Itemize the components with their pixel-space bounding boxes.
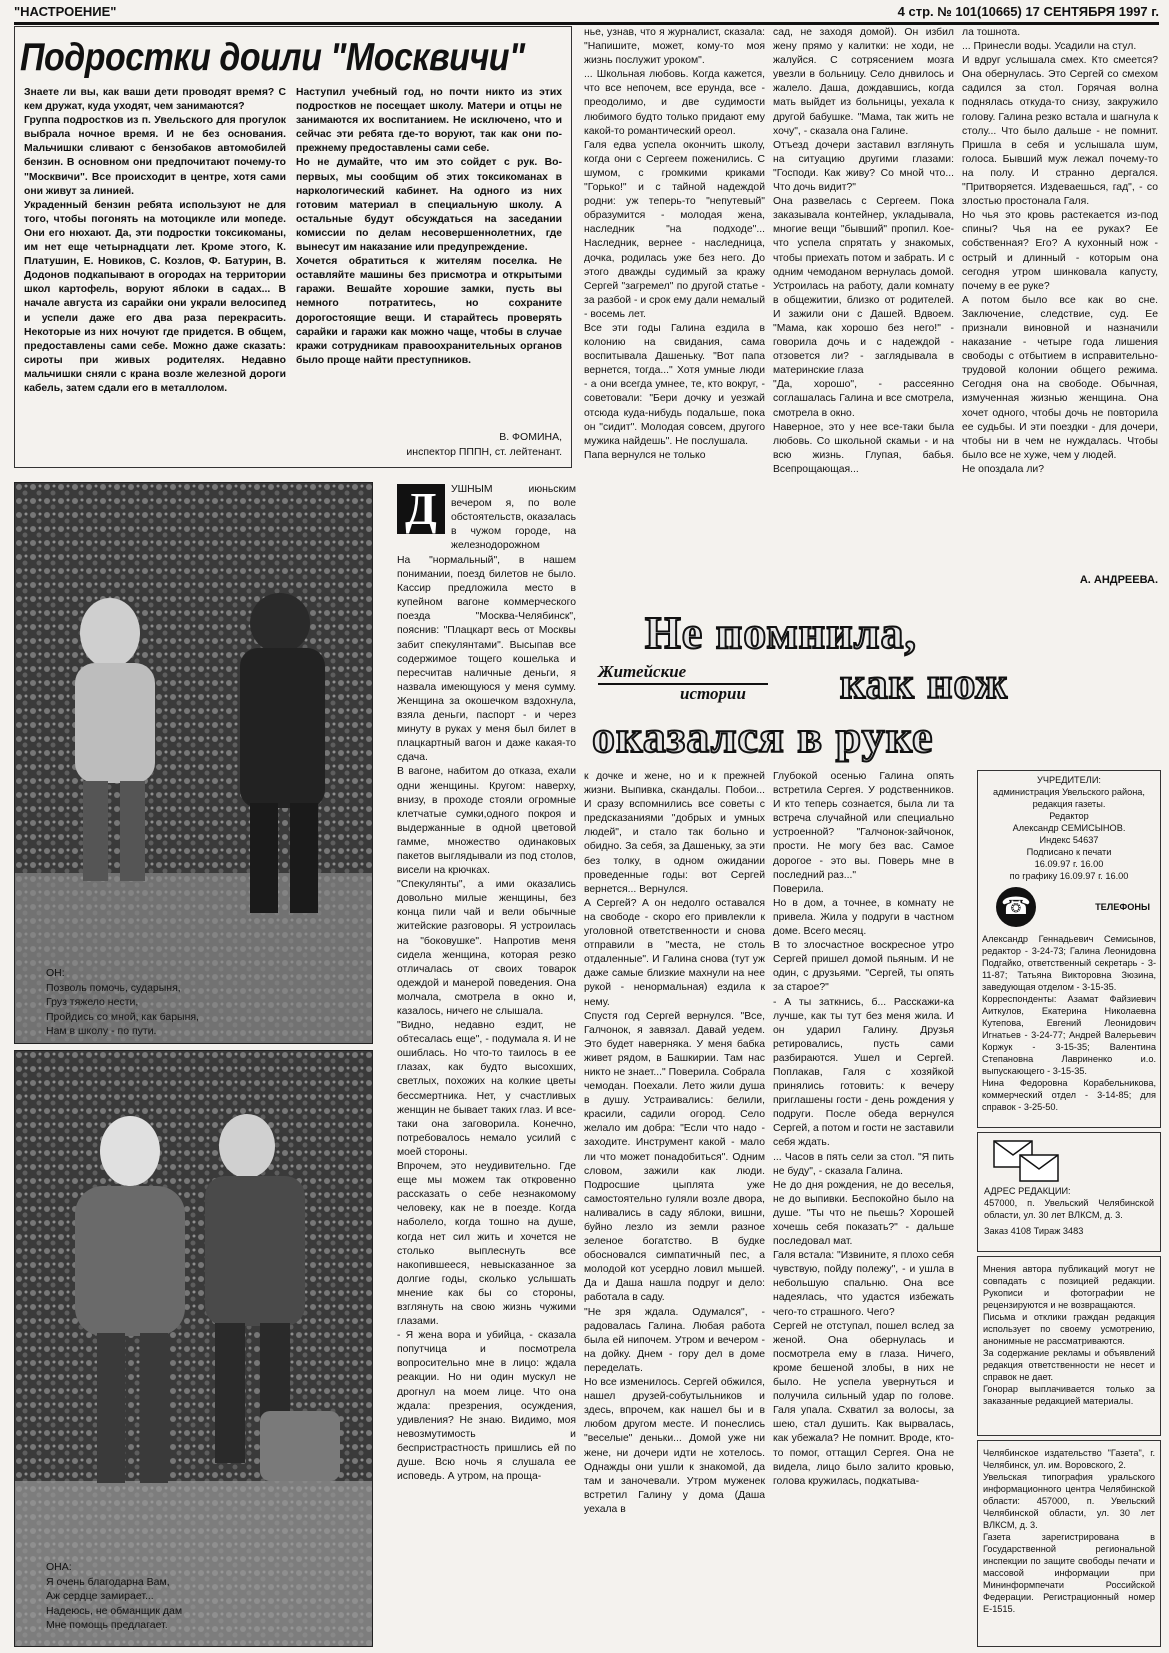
article-lead: УШНЫМ июньским вечером я, по воле обстоятельств, оказалась в чужом городе, на железнодорожном (451, 484, 576, 552)
founders-box (977, 770, 1161, 1128)
envelope-icon (992, 1137, 1072, 1187)
disclaimer-text: Мнения автора публикаций могут не совпадать с позицией редакции. Рукописи и фотографии не рецензируются и не возвращаются. Письма и отклики граждан редакция использует по своему усмотрению, анонимные не рассматриваются. За содержание рекламы и объявлений редакция ответственности не несет и справок не дает. Гонорар выплачивается только за заказанные редакцией материалы. (983, 1264, 1155, 1406)
photo-image (15, 1051, 372, 1646)
article-column: Наступил учебный год, но почти никто из этих подростков не посещает школу. Матери и отцы не занимаются их воспитанием. Не исключено, что и сейчас эти ребята где-то воруют, так как они по-прежнему предоставлены сами себе. Но не думайте, что им это сойдет с рук. Во-первых, мы сообщим об этих токсикоманах в наркологический кабинет. На одного из них готовим материал в специальную школу. А остальные будут обсуждаться на заседании комиссии по делам несовершеннолетних, где вынесут им наказание или предупреждение. Хочется обратиться к жителям поселка. Не оставляйте машины без присмотра и открытыми гаражи. Вешайте хорошие замки, пусть вы немного потратитесь, но сохраните дорогостоящие вещи. И старайтесь проверять сарайки и гаражи как можно чаще, чтобы в случае кражи сотрудникам правоохранительных органов было проще найти преступников. (296, 87, 562, 366)
mail-icon-group (978, 1133, 1160, 1185)
phones-header (978, 887, 1160, 931)
article-column: сад, не заходя домой). Он избил жену прямо у калитки: не ходи, не жалуйся. С сотрясением мозга увезли в больницу. Село днвилось и жалело. Даша, дождавшись, когда мать выйдет из больницы, уехала к другой бабушке. "Мама, так жить не хочу", - сказала она Галине. Отъезд дочери заставил взглянуть на ситуацию другими глазами: "Господи. Как живу? Со мной что... Что дочь видит?" Она развелась с Сергеем. Пока заказывала контейнер, укладывала, многие вещи "бывший" пропил. Кое-что успела спрятать у знакомых, чтобы приехать потом и забрать. И с одним чемоданом вернулась домой. Устроилась на работу, дали комнату в общежитии, близко от родителей. И зажили они с Дашей. Вдвоем. "Мама, как хорошо без него!" - говорила дочь и с надеждой - отзовется ли? - заглядывала в материнские глаза "Да, хорошо", - рассеянно соглашалась Галина и все смотрела, смотрела в окно. Наверное, это у нее все-таки была любовь. Со школьной скамьи - и на всю жизнь. Глупая, бабья. Всепрощающая... (773, 27, 954, 475)
photo-boy-offering-help (14, 482, 373, 1044)
rubric-label: истории (680, 684, 746, 703)
founders-text: УЧРЕДИТЕЛИ: администрация Увельского района, редакция газеты. Редактор Александр СЕМИСЫНОВ. Индекс 54637 Подписано к печати 16.09.97 г. 16.00 по графику 16.09.97 г. 16.00 (993, 775, 1145, 881)
address-box (977, 1132, 1161, 1252)
headline-line-3: оказался в руке (592, 711, 934, 762)
author-name: В. ФОМИНА, (499, 431, 562, 443)
article-column: к дочке и жене, но и к прежней жизни. Выпивка, скандалы. Побои... И сразу вспомнились все советы с предсказаниями "добрых и умных людей", и стало так больно и обидно. За себя, за Дашеньку, за эти без толку, в одном ожидании проведенные годы: вот Сергей вернется... Вернулся. А Сергей? А он недолго оставался на свободе - скоро его привлекли к уголовной ответственности и снова отправили в "места, не столь отдаленные". И Галина снова (тут уж даже самые близкие махнули на нее рукой - ненормальная) ездила к нему. Спустя год Сергей вернулся. "Все, Галчонок, я завязал. Давай уедем. Это будет наверняка. У меня бабка живет рядом, в Башкирии. Там нас никто не знает..." Поверила. Собрала чемодан. Поехали. Лето жили душа в душу. Устраивались: белили, красили, садили огород. Село желало им добра: "Если что надо - заходите. Инструмент какой - мало ли что может понадобиться". Одним словом, зажили как люди. Подросшие цыплята уже самостоятельно гуляли возле двора, наливались в саду яблоки, вишни, буйно лезло из земли разное зеленое богатство. В будке обосновался симпатичный пес, а молодой кот усердно ловил мышей. Да и Даша нашла подруг и дело: работала в саду. "Не зря ждала. Одумался", - радовалась Галина. Любая работа была ей нипочем. Утром и вечером - на дойку. Днем - гору дел в доме переделать. Но все изменилось. Сергей обжился, нашел друзей-собутыльников и здесь, впрочем, как нашел бы и в любом другом месте. И понеслись "веселые" деньки... Домой уже ни жене, ни дочери идти не хотелось. Однажды они ушли к знакомой, да там и заночевали. Утром муженек встретил Галину у дома (Даша уехала в (584, 771, 765, 1515)
photo-children-going-to-school (14, 1050, 373, 1647)
phones-text: Александр Геннадьевич Семисынов, редактор - 3-24-73; Галина Леонидовна Подгайко, ответственный секретарь - 3-11-87; Татьяна Викторовна Зюзина, заведующая отделом - 3-15-35. Корреспонденты: Азамат Файзиевич Аиткулов, Екатерина Николаевна Кутепова, Евгений Леонидович Игнатьев - 3-24-77; Андрей Валерьевич Коржук - 3-15-35; Валентина Степановна Лавриненко и.о. выпускающего - 3-15-35. Нина Федоровна Корабельникова, коммерческий отдел - 3-14-85; для справок - 3-25-50. (982, 934, 1156, 1112)
print-run: Заказ 4108 Тираж 3483 (984, 1226, 1084, 1236)
rubric-label: Житейские (598, 662, 687, 681)
article-author: А. АНДРЕЕВА. (1079, 574, 1158, 586)
photo-caption: ОН: Позволь помочь, сударыня, Груз тяжело нести, Пройдись со мной, как барыня, Нам в школу - по пути. (46, 967, 199, 1037)
headline-line-2: как нож (840, 659, 1009, 708)
article-column: На "нормальный", в нашем понимании, поезд билетов не было. Кассир предложила место в купейном вагоне коммерческого поезда "Москва-Челябинск", пояснив: "Плацкарт весь от Москвы забит спекулянтами". Высыпав все содержимое тощего кошелька и пересчитав наличные деньги, я назвала имеющуюся у меня сумму. Женщина за окошечком вздохнула, взяла деньги, паспорт - и через минуту в руках у меня был билет в плацкартный вагон и даже какая-то сдача. В вагоне, набитом до отказа, ехали одни женщины. Кругом: наверху, внизу, в проходе стояли огромные клетчатые сумки,одного покроя и выдержанные в одной цветовой гамме, множество одинаковых пакетов выглядывали из под столов, висели на крючках. "Спекулянты", а ими оказались довольно милые женщины, без конца пили чай и вели обычные житейские разговоры. Я устроилась на "боковушке". Напротив меня сидела женщина, которая резко отличалась от своих товарок одеждой и манерой поведения. Она молчала, смотрела в окно и, казалось, ничего не слышала. "Видно, недавно ездит, не обтесалась еще", - подумала я. И не ошиблась. Но что-то таилось в ее глазах, как будто высохших, светлых, похожих на колкие цветы бессмертника. Нет, у счастливых женщин не бывает таких глаз. И все-таки она заговорила. Конечно, потребовалось немало усилий с моей стороны. Впрочем, это неудивительно. Где еще мы можем так откровенно рассказать о себе незнакомому человеку, как не в поезде. Когда наболело, когда тошно на душе, когда нет сил жить и хочется не столько выплеснуть все накопившееся, невысказанное за долгие годы, сколько услышать мнение как бы со стороны, взглянуть на свою жизнь чужими глазами. - Я жена вора и убийца, - сказала попутчица и посмотрела вопросительно мне в лицо: ждала реакции. Но ни один мускул не дрогнул на моем лице. Что она ждала: презрения, осуждения, удивления? Не знаю. Видимо, моя невозмутимость и беспристрастность пришлись ей по душе. Всю ночь я слушала ее исповедь. А утром, на проща- (397, 555, 576, 1483)
disclaimer-box (977, 1256, 1161, 1436)
issue-line: 4 стр. № 101(10665) 17 СЕНТЯБРЯ 1997 г. (897, 4, 1159, 19)
article-column: ла тошнота. ... Принесли воды. Усадили на стул. И вдруг услышала смех. Кто смеется? Она обернулась. Это Сергей со смехом садился за стол. Горячая волна поднялась откуда-то снизу, закружило голову. Галина резко встала и шагнула к столу... Что было дальше - не помнит. Пришла в себя и услышала шум, голоса. Бывший муж лежал почему-то на полу. И странно дергался. "Притворяется. Издеваешься, гад", - со злостью простонала Галя. Но чья это кровь растекается из-под спины? Чья на ее руках? Ее собственная? Его? А кухонный нож - острый и длинный - которым она сегодня утром шинковала капусту, почему в ее руке? А потом было все как во сне. Заключение, следствие, суд. Ее признали виновной и назначили наказание - четыре года лишения свободы с отбытием в исправительно-трудовой колонии общего режима. Сегодня она на свободе. Обычная, измученная жизнью женщина. Она хочет одного, чтобы дочь не повторила ее судьбы. И эти поездки - для дочери, чтобы ни в чем не нуждалась. Чтобы было все не хуже, чем у людей. Не опоздала ли? (962, 27, 1158, 475)
publisher-box (977, 1440, 1161, 1647)
article-column: нье, узнав, что я журналист, сказала: "Напишите, может, кому-то моя жизнь послужит уроком". ... Школьная любовь. Когда кажется, что все непочем, все ерунда, все - преодолимо, и две судимости любимого будто только придают ему какой-то романтический ореол. Галя едва успела окончить школу, когда они с Сергеем поженились. С шумом, с громкими криками "Горько!" и с тайной надеждой родни: уж теперь-то "непутевый" образумится - молодая жена, наследник "на подходе"... Наследник, вернее - наследница, дочка, родилась уже без него. До этого дважды судимый за кражу Сергей "загремел" по другой статье - за разбой - и срок ему дали немалый - восемь лет. Все эти годы Галина ездила в колонию на свидания, сама воспитывала Дашеньку. "Вот папа вернется, тогда..." Хотя умные люди - а они всегда умнее, те, кто вокруг, - советовали: "Бери дочку и уезжай отсюда куда-нибудь подальше, пока он "сидит". Молодая совсем, другого мужика найдешь". Не послушала. Папа вернулся не только (584, 27, 765, 461)
phones-label: ТЕЛЕФОНЫ (1095, 902, 1150, 912)
section-name: "НАСТРОЕНИЕ" (14, 4, 117, 19)
article-signature (296, 430, 562, 460)
article-column: Глубокой осенью Галина опять встретила Сергея. У родственников. И кто теперь сознается, была ли та встреча случайной или специально устроенной? "Галчонок-зайчонок, прости. Не могу без вас. Самое дорогое - это вы. Поверь мне в последний раз..." Поверила. Но в дом, а точнее, в комнату не привела. Жила у подруги в частном доме. Всего месяц. В то злосчастное воскресное утро Сергей пришел домой пьяным. И не один, с друзьями. "Сергей, ты опять за старое?" - А ты заткнись, б... Расскажи-ка лучше, как ты тут без меня жила. И он ударил Галину. Друзья ретировались, пусть сами разбираются. Ушел и Сергей. Поплакав, Галя с хозяйкой принялись готовить: к вечеру приглашены гости - день рождения у подруги. После обеда вернулся Сергей, а потом и гости не заставили себя ждать. ... Часов в пять сели за стол. "Я пить не буду", - сказала Галина. Не до дня рождения, не до веселья, не до выпивки. Беспокойно было на душе. "Ты что не пьешь? Хорошей хочешь себя показать?" - дальше последовал мат. Галя встала: "Извините, я плохо себя чувствую, пойду полежу", - и ушла в небольшую спальню. Она все надеялась, что удастся избежать чего-то страшного. Чего? Сергей не отступал, пошел вслед за женой. Она обернулась и посмотрела ему в глаза. Ничего, кроме бешеной злобы, в них не было. Не успела увернуться и получила сильный удар по голове. Галя упала. Схватил за волосы, за шею, стал душить. Как вырвалась, как убежала? Не помнит. Вроде, кто-то помог, оттащил Сергея. Она не видела, лицо было залито кровью, голова кружилась, подкатыва- (773, 771, 954, 1487)
publisher-text: Челябинское издательство "Газета", г. Челябинск, ул. им. Воровского, 2. Увельская типография уральского информационного центра Челябинской области: 457000, п. Увельский Челябинской области, ул. 30 лет ВЛКСМ, д. 3. Газета зарегистрирована в Государственной региональной инспекции по защите свободы печати и массовой информации при Мининформпечати Российской Федерации. Регистрационный номер Е-1515. (983, 1448, 1155, 1614)
article-title: Подростки доили "Москвичи" (20, 35, 525, 80)
page-header (14, 4, 1159, 25)
photo-image (15, 483, 372, 1043)
drop-cap: Д (397, 484, 445, 534)
author-title: инспектор ПППН, ст. лейтенант. (406, 446, 562, 458)
telephone-icon: ☎ (996, 887, 1036, 927)
address-text: АДРЕС РЕДАКЦИИ: 457000, п. Увельский Челябинской области, ул. 30 лет ВЛКСМ, д. 3. (984, 1186, 1154, 1220)
article-column: Знаете ли вы, как ваши дети проводят время? С кем дружат, куда уходят, чем занимаются? Группа подростков из п. Увельского для прогулок выбрала ночное время. И не без основания. Мальчишки сливают с бензобаков автомобилей бензин. В основном они предпочитают почему-то "Москвичи". Все происходит в центре, хотя сами они живут за линией. Украденный бензин ребята используют не для того, чтобы погонять на мотоцикле или мопеде. Они его нюхают. Да, эти подростки токсикоманы, им нет еще четырнадцати лет. Кроме этого, К. Платушин, Е. Новиков, С. Козлов, Ф. Батурин, В. Додонов подкапывают в огородах на территории школ картофель, воруют яблоки в садах... В начале августа из сарайки они украли велосипед и успели даже его два раза перекрасить. Некоторые из них ночуют где придется. В общем, предоставлены сами себе. Можно даже сказать: сироты при живых родителях. Недавно мальчишки сняли с крана возле железной дороги кабель, затем сдали его в металлолом. (24, 87, 286, 394)
headline-line-1: Не помнила, (645, 607, 917, 658)
photo-caption: ОНА: Я очень благодарна Вам, Аж сердце замирает... Надеюсь, не обманщик дам Мне помощь предлагает. (46, 1561, 183, 1631)
